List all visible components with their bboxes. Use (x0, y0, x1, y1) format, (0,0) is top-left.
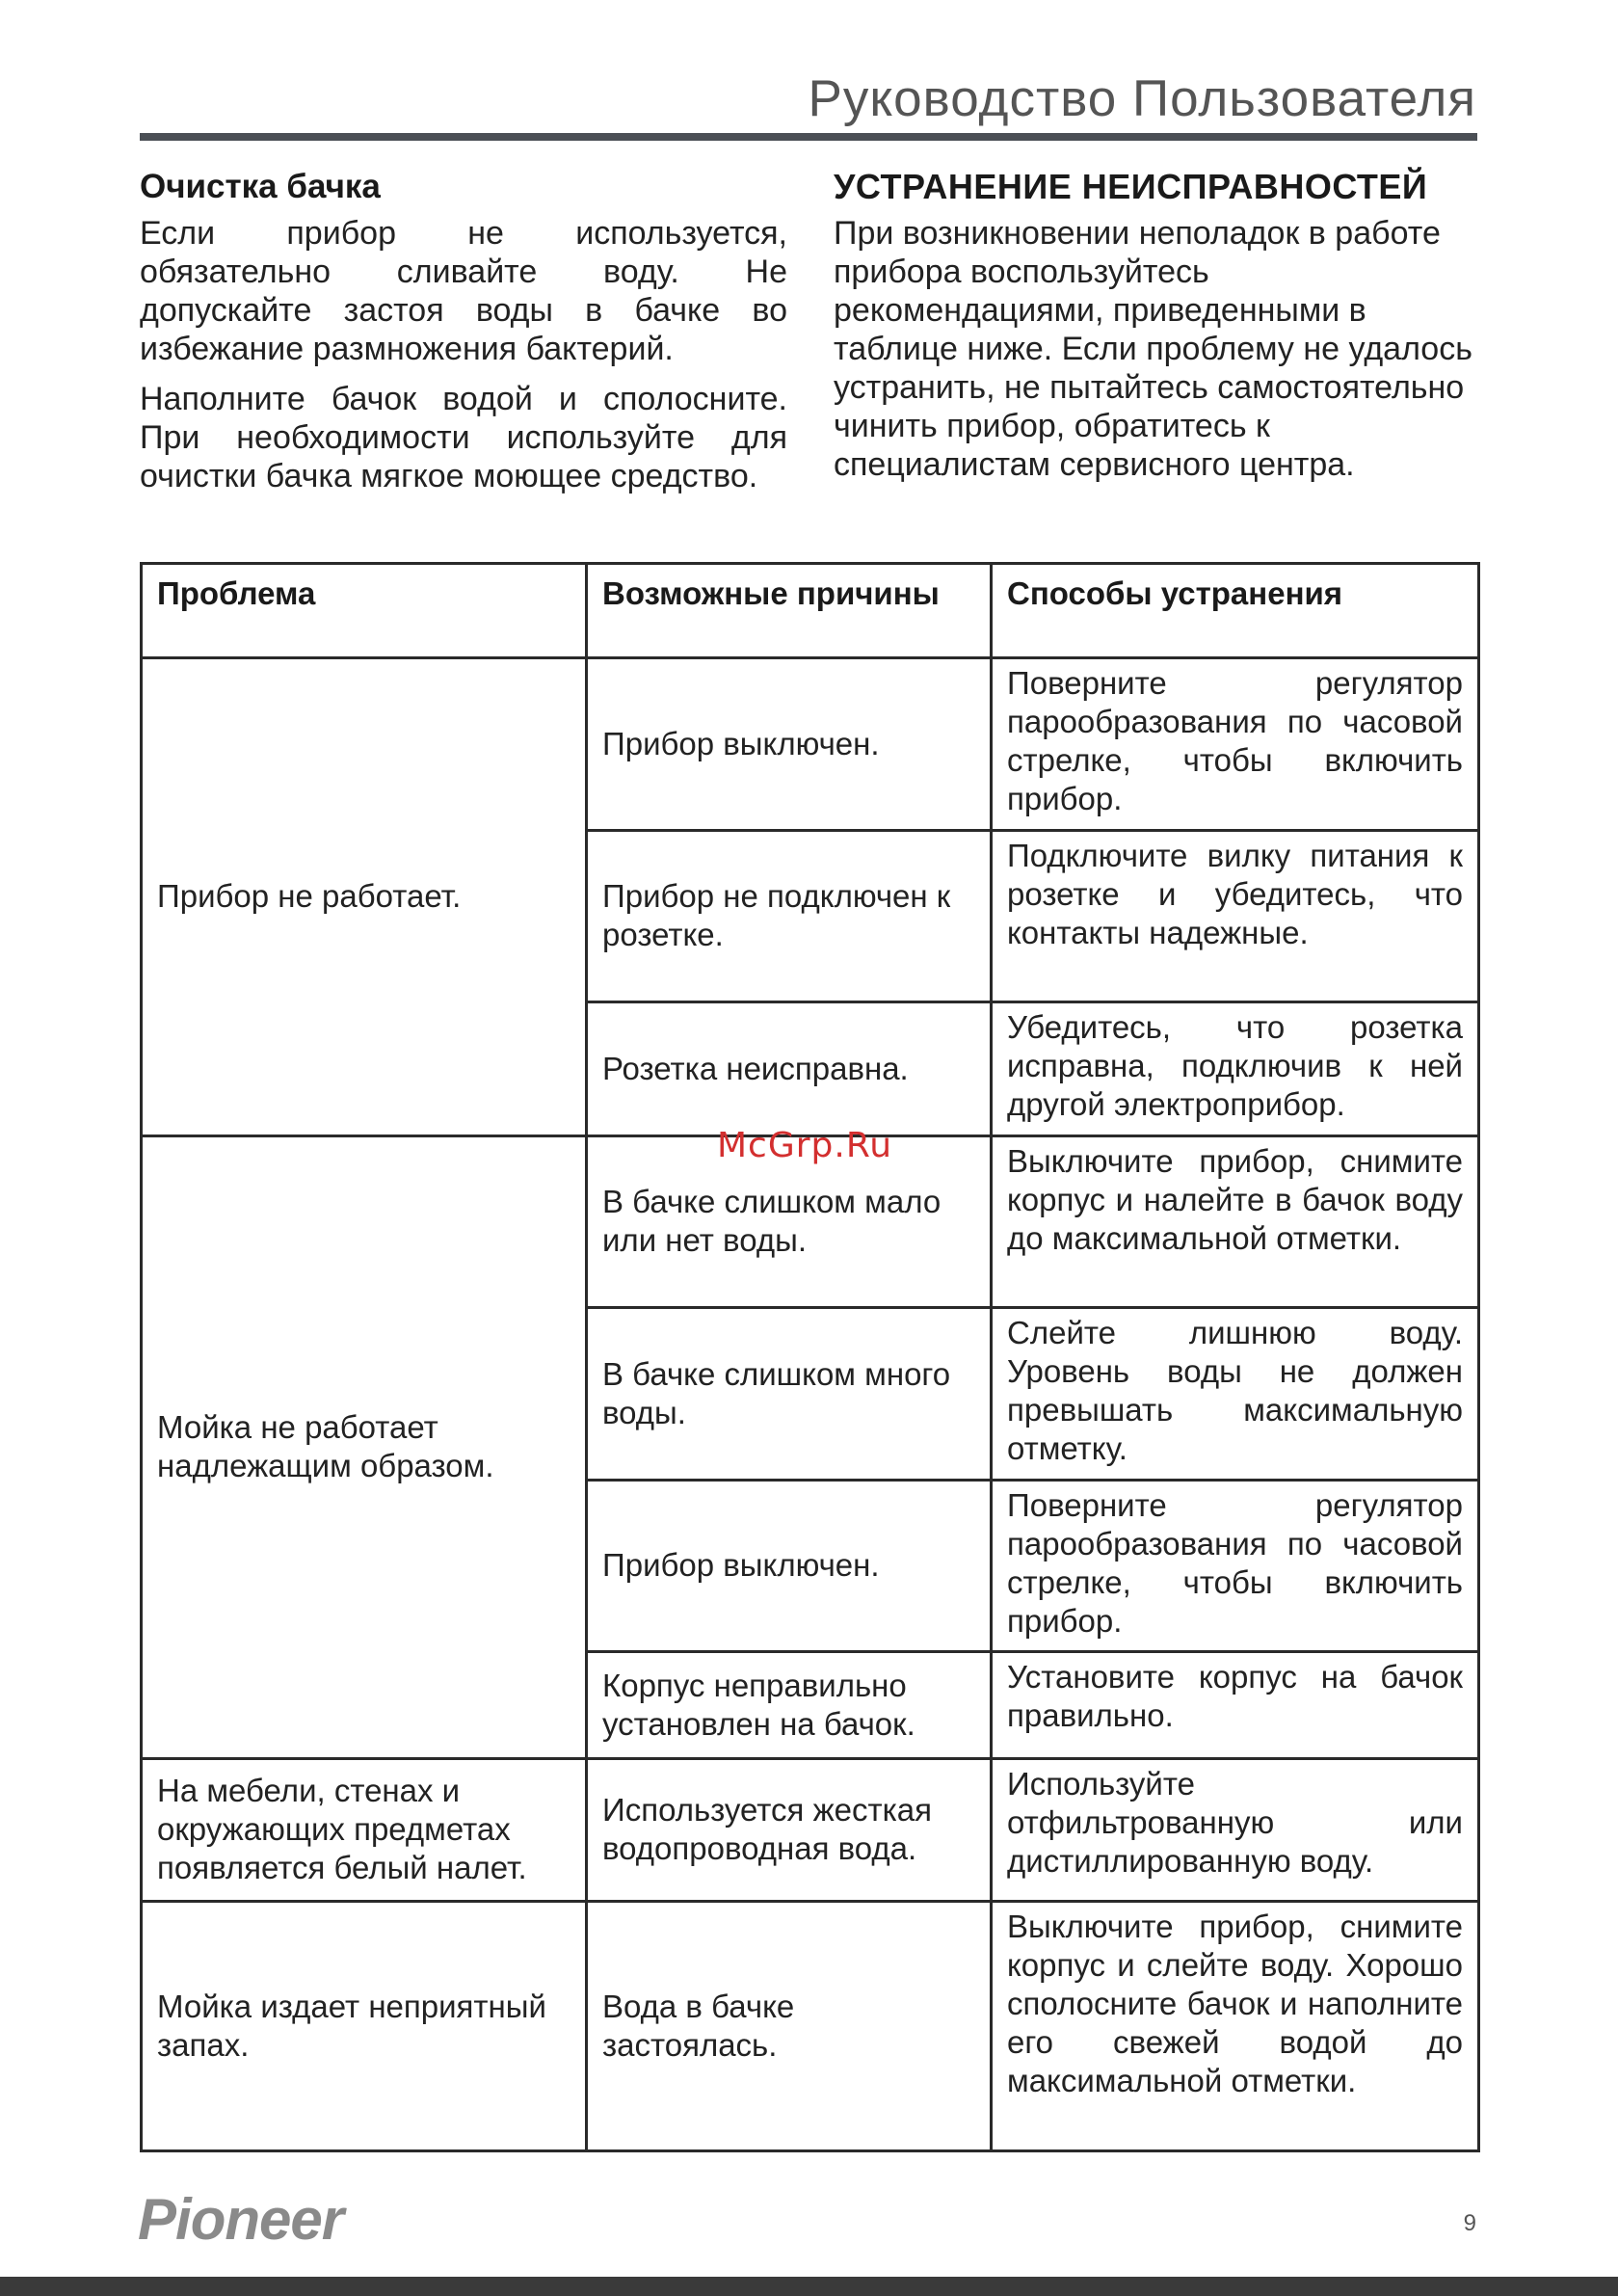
cause-cell: Прибор не подключен к розетке. (587, 830, 992, 1002)
cleaning-heading: Очистка бачка (140, 168, 381, 205)
header-solutions: Способы устранения (992, 564, 1479, 658)
page-header-title: Руководство Пользователя (808, 70, 1476, 127)
table-row (142, 1758, 1479, 1901)
page-number: 9 (1463, 2210, 1476, 2236)
troubleshooting-heading: УСТРАНЕНИЕ НЕИСПРАВНОСТЕЙ (834, 167, 1428, 206)
bottom-edge-bar (0, 2277, 1618, 2296)
troubleshooting-table (140, 562, 1480, 2152)
cleaning-paragraph-2: Наполните бачок водой и сполосните. При необходимости используйте для очистки бачка мягкое моющее средство. (140, 381, 787, 494)
table-row (142, 1902, 1479, 2151)
cause-cell: Корпус неправильно установлен на бачок. (587, 1652, 992, 1758)
troubleshooting-section (834, 164, 1477, 495)
cause-cell: В бачке слишком много воды. (587, 1308, 992, 1481)
solution-cell: Установите корпус на бачок правильно. (992, 1652, 1479, 1758)
header-causes: Возможные причины (587, 564, 992, 658)
problem-cell: Мойка издает неприятный запах. (142, 1902, 587, 2151)
watermark-text: McGrp.Ru (717, 1126, 893, 1165)
cause-cell: Используется жесткая водопроводная вода. (587, 1758, 992, 1901)
solution-cell: Слейте лишнюю воду. Уровень воды не должен превышать максимальную отметку. (992, 1308, 1479, 1481)
solution-cell: Подключите вилку питания к розетке и убедитесь, что контакты надежные. (992, 830, 1479, 1002)
solution-cell: Выключите прибор, снимите корпус и налейте в бачок воду до максимальной отметки. (992, 1135, 1479, 1308)
cause-cell: Прибор выключен. (587, 658, 992, 831)
header-divider (140, 133, 1477, 141)
solution-cell: Поверните регулятор парообразования по часовой стрелке, чтобы включить прибор. (992, 658, 1479, 831)
table-header-row (142, 564, 1479, 658)
solution-cell: Убедитесь, что розетка исправна, подключив к ней другой электроприбор. (992, 1002, 1479, 1135)
brand-logo: Pioneer (138, 2187, 344, 2252)
cause-cell: Прибор выключен. (587, 1480, 992, 1652)
problem-cell: На мебели, стенах и окружающих предметах появляется белый налет. (142, 1758, 587, 1901)
table-row (142, 658, 1479, 831)
cause-cell: Вода в бачке застоялась. (587, 1902, 992, 2151)
solution-cell: Выключите прибор, снимите корпус и слейте воду. Хорошо сполосните бачок и наполните его свежей водой до максимальной отметки. (992, 1902, 1479, 2151)
problem-cell: Мойка не работает надлежащим образом. (142, 1135, 587, 1758)
cause-cell: В бачке слишком мало или нет воды. (587, 1135, 992, 1308)
troubleshooting-intro: При возникновении неполадок в работе прибора воспользуйтесь рекомендациями, приведенными в таблице ниже. Если проблему не удалось устранить, не пытайтесь самостоятельно чинить прибор, обратитесь к специалистам сервисного центра. (834, 215, 1472, 483)
cleaning-paragraph-1: Если прибор не используется, обязательно сливайте воду. Не допускайте застоя воды в бачке во избежание размножения бактерий. (140, 215, 787, 367)
cleaning-section (140, 164, 787, 507)
problem-cell: Прибор не работает. (142, 658, 587, 1135)
header-problem: Проблема (142, 564, 587, 658)
cause-cell: Розетка неисправна. (587, 1002, 992, 1135)
solution-cell: Используйте отфильтрованную или дистиллированную воду. (992, 1758, 1479, 1901)
solution-cell: Поверните регулятор парообразования по часовой стрелке, чтобы включить прибор. (992, 1480, 1479, 1652)
